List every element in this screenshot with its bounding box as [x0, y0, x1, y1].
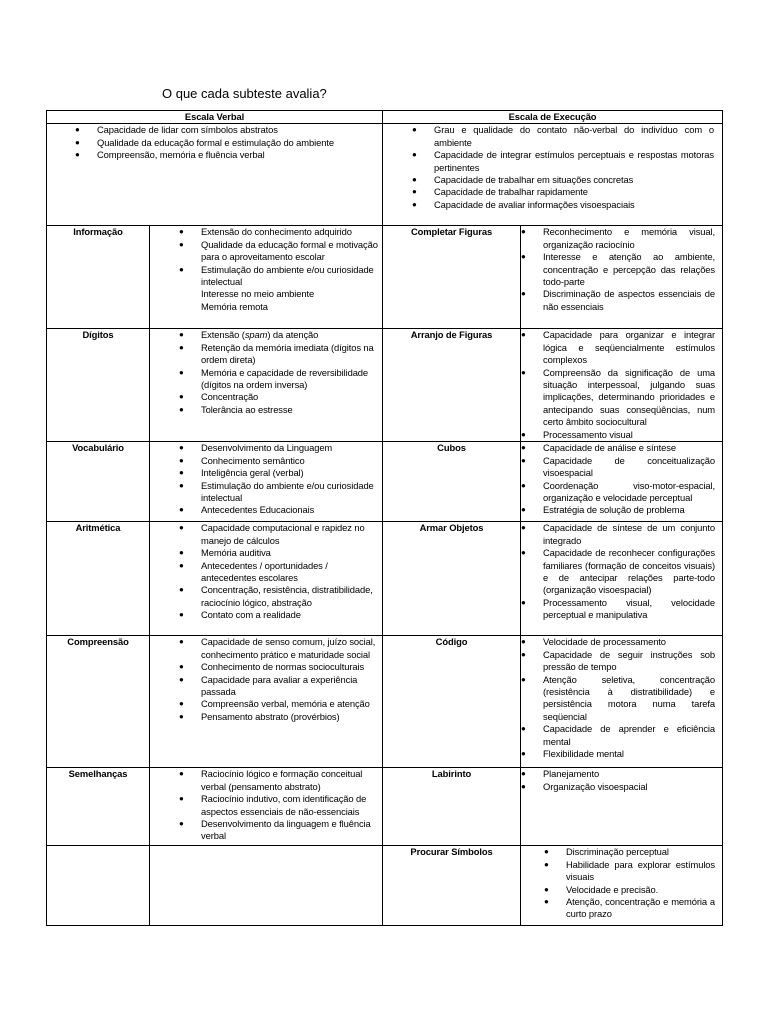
bullet-icon: ●: [179, 819, 184, 829]
list-item-text: Capacidade de integrar estímulos perceptuais e respostas motoras pertinentes: [434, 149, 715, 173]
verbal-subtest-abilities: [150, 226, 383, 329]
bullet-icon: ●: [75, 125, 80, 135]
list-item-text: Raciocínio lógico e formação conceitual verbal (pensamento abstrato): [201, 768, 363, 792]
list-item: [521, 428, 715, 441]
list-item: [179, 341, 378, 367]
list-item: [179, 584, 378, 609]
bullet-icon: ●: [521, 505, 526, 515]
list-item-text: Compreensão da significação de uma situação interpessoal, julgando suas implicações, determinando prioridades e antecipando suas conseqüências, num certo âmbito sociocultural: [543, 366, 716, 428]
list-item: [179, 673, 378, 699]
verbal-subtest-name: Vocabulário: [47, 442, 150, 522]
bullet-icon: ●: [412, 125, 417, 135]
list-item: [521, 748, 715, 760]
list-item-text: Memória e capacidade de reversibilidade (dígitos na ordem inversa): [201, 366, 369, 391]
list-item-text: Estimulação do ambiente e/ou curiosidade intelectual: [201, 263, 374, 288]
subtest-row: [47, 768, 723, 846]
list-item-text: Antecedentes Educacionais: [201, 504, 315, 516]
list-item-text: Concentração: [201, 391, 259, 403]
subtest-row: [47, 846, 723, 926]
list-item-text: Capacidade para organizar e integrar lógica e seqüencialmente estímulos complexos: [543, 329, 716, 366]
bullet-icon: ●: [179, 443, 184, 453]
bullet-icon: ●: [521, 769, 526, 779]
list-item-text: Memória auditiva: [201, 547, 271, 559]
list-item-text: Capacidade de conceitualização visoespacial: [543, 454, 716, 479]
bullet-icon: ●: [412, 199, 417, 209]
list-item-text: Capacidade de lidar com símbolos abstratos: [97, 124, 278, 136]
list-item-text: Extensão do conhecimento adquirido: [201, 226, 352, 238]
list-item-text: Flexibilidade mental: [543, 748, 624, 760]
execution-subtest-abilities: [521, 226, 723, 329]
execution-subtest-name: Completar Figuras: [383, 226, 521, 329]
list-item-text: Compreensão, memória e fluência verbal: [97, 149, 265, 161]
bullet-icon: ●: [521, 289, 526, 299]
bullet-icon: ●: [412, 175, 417, 185]
bullet-icon: ●: [521, 480, 526, 490]
list-item: [521, 636, 715, 648]
list-item: [179, 661, 378, 673]
execution-subtest-abilities: [521, 522, 723, 636]
page-title: O que cada subteste avalia?: [162, 86, 327, 101]
bullet-icon: ●: [179, 468, 184, 478]
bullet-icon: ●: [179, 548, 184, 558]
bullet-icon: ●: [179, 480, 184, 490]
verbal-subtest-name: Informação: [47, 226, 150, 329]
execution-subtest-name: Cubos: [383, 442, 521, 522]
execution-ability-list: [521, 522, 722, 621]
bullet-icon: ●: [179, 330, 184, 340]
list-item: [179, 479, 378, 505]
list-item: [544, 846, 715, 858]
bullet-icon: ●: [75, 150, 80, 160]
execution-scale-header: Escala de Execução: [383, 111, 723, 124]
verbal-ability-list: [150, 442, 382, 516]
list-item: [75, 124, 378, 136]
subtest-row: [47, 522, 723, 636]
verbal-ability-list: [150, 768, 382, 842]
list-item-text: Atenção, concentração e memória a curto prazo: [566, 896, 716, 920]
list-item: [179, 403, 378, 416]
list-item: [521, 454, 716, 480]
list-item-text: Capacidade de seguir instruções sob pressão de tempo: [543, 648, 716, 673]
list-item: [544, 896, 716, 921]
verbal-subtest-name: Compreensão: [47, 636, 150, 768]
bullet-icon: ●: [521, 649, 526, 659]
bullet-icon: ●: [179, 711, 184, 721]
list-item: [521, 251, 716, 288]
execution-subtest-name: Código: [383, 636, 521, 768]
subtest-row: [47, 226, 723, 329]
bullet-icon: ●: [521, 523, 526, 533]
list-item-text: Estratégia de solução de problema: [543, 504, 685, 516]
bullet-icon: ●: [179, 392, 184, 402]
bullet-icon: ●: [179, 367, 184, 377]
bullet-icon: ●: [179, 794, 184, 804]
list-item: [179, 329, 378, 341]
list-item: [179, 698, 378, 710]
list-item: [179, 238, 378, 264]
list-item: [521, 673, 716, 724]
bullet-icon: ●: [179, 699, 184, 709]
list-item: [179, 263, 378, 289]
execution-subtest-abilities: [521, 442, 723, 522]
verbal-subtest-abilities: [150, 636, 383, 768]
list-item: [521, 547, 716, 597]
execution-summary-list: [383, 124, 722, 211]
list-item-text: Capacidade de senso comum, juízo social, conhecimento prático e maturidade social: [201, 636, 376, 660]
execution-subtest-name: Armar Objetos: [383, 522, 521, 636]
list-item-text: Organização visoespacial: [543, 780, 648, 792]
list-item: [521, 442, 715, 454]
list-item: [521, 504, 715, 516]
list-item-text: Discriminação perceptual: [566, 846, 669, 858]
list-item-text: Velocidade e precisão.: [566, 883, 659, 895]
list-item-text: Conhecimento semântico: [201, 454, 305, 466]
bullet-icon: ●: [521, 724, 526, 734]
list-item: [521, 648, 716, 674]
list-item: [412, 149, 715, 174]
list-item: [179, 768, 378, 793]
bullet-icon: ●: [179, 662, 184, 672]
header-row: [47, 111, 723, 124]
bullet-icon: ●: [521, 443, 526, 453]
list-item-text: Conhecimento de normas socioculturais: [201, 661, 365, 673]
list-item-text: Extensão (spam) da atenção: [201, 329, 319, 341]
verbal-subtest-abilities: [150, 846, 383, 926]
bullet-icon: ●: [75, 137, 80, 147]
verbal-ability-list: [150, 329, 382, 416]
list-item: [521, 288, 716, 313]
verbal-subtest-abilities: [150, 442, 383, 522]
list-item: [412, 186, 714, 198]
bullet-icon: ●: [179, 610, 184, 620]
list-item: [179, 504, 378, 516]
bullet-icon: ●: [179, 674, 184, 684]
list-item: [179, 793, 378, 818]
bullet-icon: ●: [179, 523, 184, 533]
bullet-icon: ●: [179, 239, 184, 249]
bullet-icon: ●: [544, 859, 549, 869]
verbal-subtest-name: Semelhanças: [47, 768, 150, 846]
list-item-text: Processamento visual, velocidade perceptual e manipulativa: [543, 596, 716, 621]
verbal-subtest-abilities: [150, 329, 383, 442]
list-item-text: Capacidade de trabalhar rapidamente: [434, 186, 588, 198]
list-item-text: Raciocínio indutivo, com identificação de aspectos essenciais de não-essenciais: [201, 793, 367, 817]
list-item-text: Processamento visual: [543, 428, 633, 440]
list-item-text: Coordenação viso-motor-espacial, organização e velocidade perceptual: [543, 479, 716, 504]
execution-subtest-abilities: [521, 846, 723, 926]
verbal-subtest-name: Dígitos: [47, 329, 150, 442]
verbal-extra-line: Memória remota: [201, 300, 268, 312]
list-item: [179, 467, 378, 479]
list-item-text: Capacidade de síntese de um conjunto integrado: [543, 522, 716, 546]
list-item: [179, 391, 378, 403]
bullet-icon: ●: [179, 404, 184, 414]
list-item-text: Capacidade de trabalhar em situações concretas: [434, 174, 634, 186]
summary-row: [47, 124, 723, 226]
list-item-text: Planejamento: [543, 768, 600, 780]
bullet-icon: ●: [179, 769, 184, 779]
bullet-icon: ●: [544, 847, 549, 857]
list-item-text: Atenção seletiva, concentração (resistência à distratibilidade) e persistência motora numa tarefa seqüencial: [543, 673, 716, 722]
list-item-text: Retenção da memória imediata (dígitos na ordem direta): [201, 341, 374, 366]
verbal-summary-cell: [47, 124, 383, 226]
list-item-text: Concentração, resistência, distratibilidade, raciocínio lógico, abstração: [201, 584, 373, 608]
subtest-row: [47, 636, 723, 768]
list-item: [521, 596, 716, 622]
bullet-icon: ●: [521, 548, 526, 558]
list-item: [179, 366, 378, 392]
list-item: [179, 547, 378, 559]
execution-ability-list: [521, 329, 722, 441]
verbal-ability-list: [150, 226, 382, 288]
list-item-text: Capacidade de reconhecer configurações familiares (formação de conceitos visuais) e de antecipar relações parte-todo (organização visoespacial): [543, 547, 716, 596]
execution-subtest-abilities: [521, 768, 723, 846]
list-item-text: Capacidade de avaliar informações visoespaciais: [434, 198, 635, 210]
list-item: [521, 329, 716, 366]
list-item: [521, 366, 716, 429]
list-item: [521, 768, 715, 780]
bullet-icon: ●: [521, 637, 526, 647]
verbal-subtest-name: [47, 846, 150, 926]
bullet-icon: ●: [179, 505, 184, 515]
list-item-text: Tolerância ao estresse: [201, 403, 293, 415]
list-item: [75, 136, 378, 149]
execution-ability-list: [521, 442, 722, 516]
execution-ability-list: [521, 846, 722, 920]
execution-subtest-name: Arranjo de Figuras: [383, 329, 521, 442]
bullet-icon: ●: [521, 330, 526, 340]
list-item: [179, 818, 378, 843]
execution-subtest-abilities: [521, 636, 723, 768]
list-item-text: Discriminação de aspectos essenciais de não essenciais: [543, 288, 716, 312]
list-item: [179, 522, 378, 547]
list-item: [521, 723, 716, 748]
bullet-icon: ●: [179, 342, 184, 352]
bullet-icon: ●: [412, 150, 417, 160]
list-item-text: Desenvolvimento da Linguagem: [201, 442, 333, 454]
list-item: [179, 559, 378, 585]
list-item: [179, 442, 378, 454]
list-item-text: Qualidade da educação formal e estimulação do ambiente: [97, 136, 334, 148]
list-item-text: Inteligência geral (verbal): [201, 467, 304, 479]
list-item-text: Interesse e atenção ao ambiente, concentração e percepção das relações todo-parte: [543, 251, 716, 288]
list-item-text: Capacidade para avaliar a experiência passada: [201, 673, 358, 698]
verbal-extra-line: Interesse no meio ambiente: [201, 288, 315, 300]
subtest-row: [47, 329, 723, 442]
bullet-icon: ●: [521, 674, 526, 684]
list-item-text: Antecedentes / oportunidades / antecedentes escolares: [201, 559, 328, 584]
list-item: [521, 522, 716, 547]
list-item-text: Qualidade da educação formal e motivação para o aproveitamento escolar: [201, 238, 378, 263]
verbal-ability-list: [150, 522, 382, 621]
list-item: [179, 609, 378, 621]
bullet-icon: ●: [521, 367, 526, 377]
list-item: [412, 174, 714, 186]
list-item-text: Capacidade de aprender e eficiência mental: [543, 723, 716, 747]
list-item-text: Estimulação do ambiente e/ou curiosidade intelectual: [201, 479, 374, 504]
list-item-text: Pensamento abstrato (provérbios): [201, 710, 340, 722]
verbal-subtest-abilities: [150, 768, 383, 846]
verbal-subtest-abilities: [150, 522, 383, 636]
bullet-icon: ●: [179, 585, 184, 595]
execution-subtest-name: Labirinto: [383, 768, 521, 846]
bullet-icon: ●: [521, 227, 526, 237]
bullet-icon: ●: [179, 455, 184, 465]
list-item: [521, 226, 716, 251]
bullet-icon: ●: [179, 227, 184, 237]
execution-ability-list: [521, 636, 722, 760]
bullet-icon: ●: [412, 187, 417, 197]
bullet-icon: ●: [179, 560, 184, 570]
list-item: [412, 198, 714, 211]
list-item-text: Grau e qualidade do contato não-verbal do indivíduo com o ambiente: [434, 124, 715, 148]
list-item: [179, 226, 378, 238]
list-item-text: Reconhecimento e memória visual, organização raciocínio: [543, 226, 716, 250]
bullet-icon: ●: [544, 897, 549, 907]
bullet-icon: ●: [179, 264, 184, 274]
bullet-icon: ●: [521, 429, 526, 439]
execution-ability-list: [521, 768, 722, 793]
list-item: [179, 636, 378, 661]
bullet-icon: ●: [521, 252, 526, 262]
list-item: [544, 883, 715, 896]
execution-subtest-abilities: [521, 329, 723, 442]
list-item-text: Capacidade computacional e rapidez no manejo de cálculos: [201, 522, 365, 546]
verbal-summary-list: [47, 124, 382, 161]
bullet-icon: ●: [544, 884, 549, 894]
execution-summary-cell: [383, 124, 723, 226]
verbal-ability-list: [150, 636, 382, 723]
bullet-icon: ●: [179, 637, 184, 647]
list-item: [544, 858, 716, 884]
list-item-text: Desenvolvimento da linguagem e fluência verbal: [201, 818, 371, 842]
bullet-icon: ●: [521, 781, 526, 791]
list-item-text: Compreensão verbal, memória e atenção: [201, 698, 370, 710]
list-item: [179, 454, 378, 467]
list-item: [412, 124, 715, 149]
list-item-text: Contato com a realidade: [201, 609, 301, 621]
list-item: [521, 780, 715, 793]
bullet-icon: ●: [521, 749, 526, 759]
bullet-icon: ●: [521, 455, 526, 465]
bullet-icon: ●: [521, 597, 526, 607]
list-item-text: Habilidade para explorar estímulos visuais: [566, 858, 716, 883]
execution-subtest-name: Procurar Símbolos: [383, 846, 521, 926]
execution-ability-list: [521, 226, 722, 313]
list-item-text: Velocidade de processamento: [543, 636, 666, 648]
list-item: [179, 710, 378, 723]
subtest-row: [47, 442, 723, 522]
list-item: [521, 479, 716, 505]
verbal-scale-header: Escala Verbal: [47, 111, 383, 124]
list-item: [75, 149, 378, 161]
list-item-text: Capacidade de análise e síntese: [543, 442, 676, 454]
subtest-table: [46, 110, 723, 926]
verbal-subtest-name: Aritmética: [47, 522, 150, 636]
